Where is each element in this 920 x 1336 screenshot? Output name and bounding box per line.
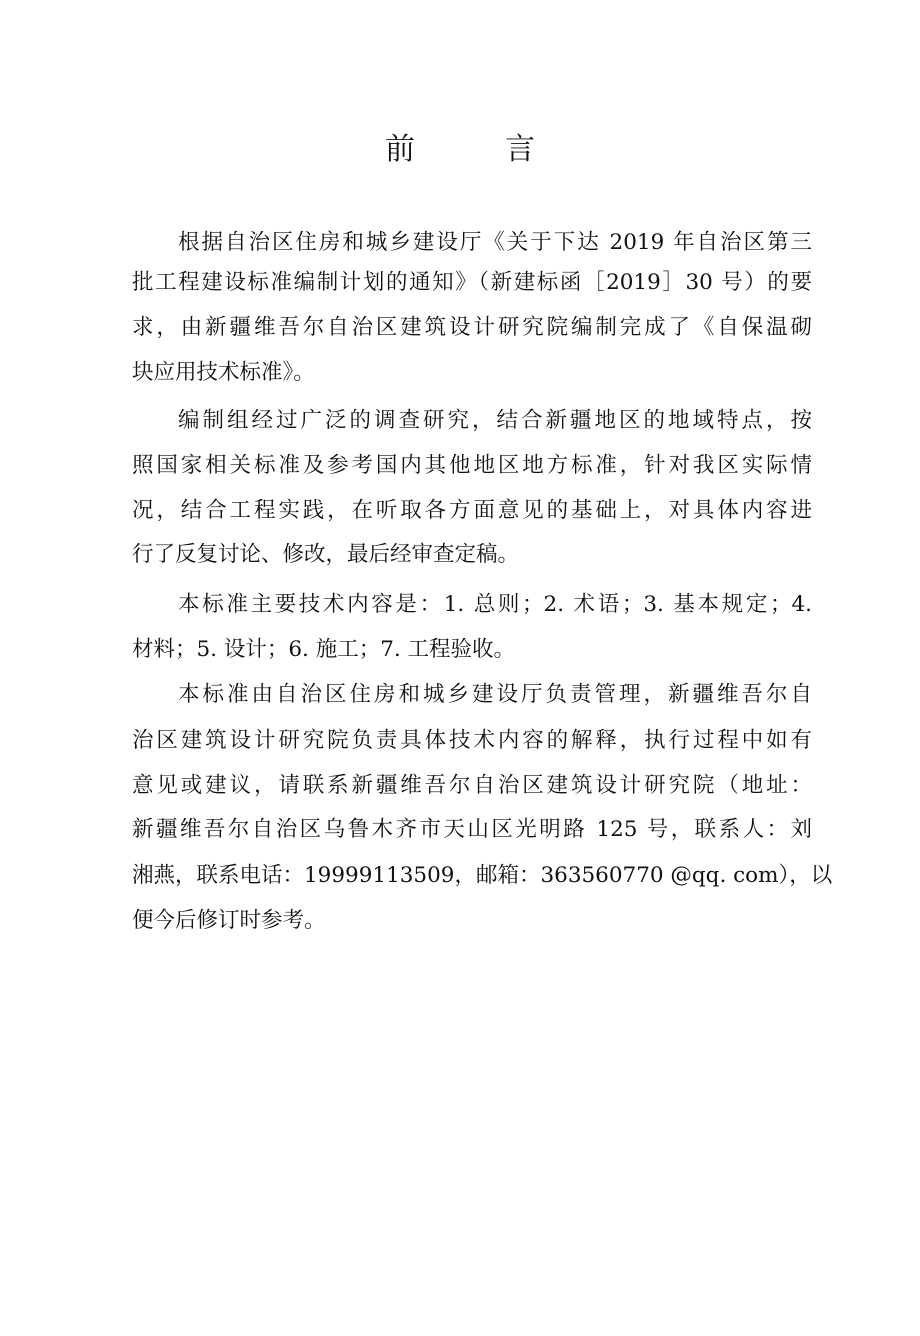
paragraph-2-line-1: 编制组经过广泛的调查研究，结合新疆地区的地域特点，按: [178, 408, 812, 433]
paragraph-4-line-5: 湘燕，联系电话：19999113509，邮箱：363560770 @qq. com），以: [132, 863, 833, 888]
page-title: 前 言: [385, 132, 565, 167]
paragraph-4-line-1: 本标准由自治区住房和城乡建设厅负责管理，新疆维吾尔自: [178, 682, 812, 707]
paragraph-1-line-1: 根据自治区住房和城乡建设厅《关于下达 2019 年自治区第三: [178, 230, 812, 255]
paragraph-4-line-2: 治区建筑设计研究院负责具体技术内容的解释，执行过程中如有: [132, 728, 812, 753]
paragraph-2-line-3: 况，结合工程实践，在听取各方面意见的基础上，对具体内容进: [132, 498, 812, 523]
paragraph-2-line-2: 照国家相关标准及参考国内其他地区地方标准，针对我区实际情: [132, 453, 812, 478]
paragraph-3-line-1: 本标准主要技术内容是：1. 总则；2. 术语；3. 基本规定；4.: [178, 592, 812, 617]
paragraph-2-line-4: 行了反复讨论、修改，最后经审查定稿。: [132, 542, 520, 567]
paragraph-1-line-2: 批工程建设标准编制计划的通知》（新建标函［2019］30 号）的要: [132, 270, 812, 295]
paragraph-3-line-2: 材料；5. 设计；6. 施工；7. 工程验收。: [132, 637, 516, 662]
paragraph-1-line-4: 块应用技术标准》。: [132, 360, 315, 385]
paragraph-4-line-6: 便今后修订时参考。: [132, 908, 326, 933]
paragraph-1-line-3: 求，由新疆维吾尔自治区建筑设计研究院编制完成了《自保温砌: [132, 315, 812, 340]
paragraph-4-line-4: 新疆维吾尔自治区乌鲁木齐市天山区光明路 125 号，联系人：刘: [132, 817, 812, 842]
paragraph-4-line-3: 意见或建议，请联系新疆维吾尔自治区建筑设计研究院（地址：: [132, 773, 812, 798]
